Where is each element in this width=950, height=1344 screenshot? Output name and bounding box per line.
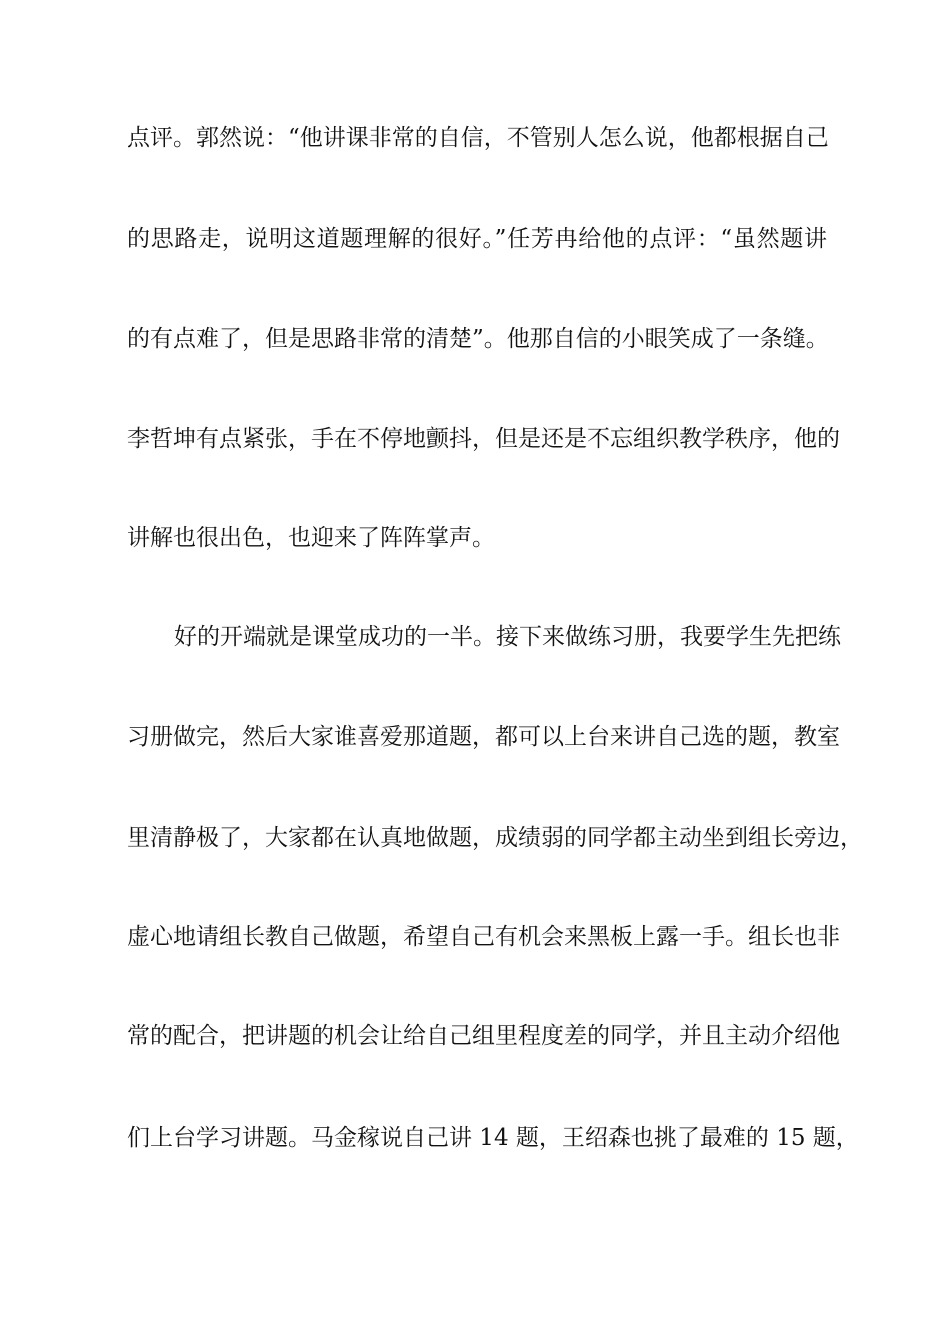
text-line: 的有点难了，但是思路非常的清楚”。他那自信的小眼笑成了一条缝。 [127,326,829,352]
text-line: 习册做完，然后大家谁喜爱那道题，都可以上台来讲自己选的题，教室 [127,724,840,750]
paragraph-first-line: 好的开端就是课堂成功的一半。接下来做练习册，我要学生先把练 [174,624,841,650]
text-line: 们上台学习讲题。马金稼说自己讲 14 题，王绍森也挑了最难的 15 题， [127,1125,859,1151]
text-line: 虚心地请组长教自己做题，希望自己有机会来黑板上露一手。组长也非 [127,924,840,950]
text-line: 点评。郭然说：“他讲课非常的自信，不管别人怎么说，他都根据自己 [127,125,829,151]
text-line: 的思路走，说明这道题理解的很好。”任芳冉给他的点评：“虽然题讲 [127,226,827,252]
text-line: 讲解也很出色，也迎来了阵阵掌声。 [127,525,495,551]
text-line: 李哲坤有点紧张，手在不停地颤抖，但是还是不忘组织教学秩序，他的 [127,426,840,452]
text-line: 常的配合，把讲题的机会让给自己组里程度差的同学，并且主动介绍他 [127,1023,840,1049]
text-line: 里清静极了，大家都在认真地做题，成绩弱的同学都主动坐到组长旁边， [127,825,863,851]
